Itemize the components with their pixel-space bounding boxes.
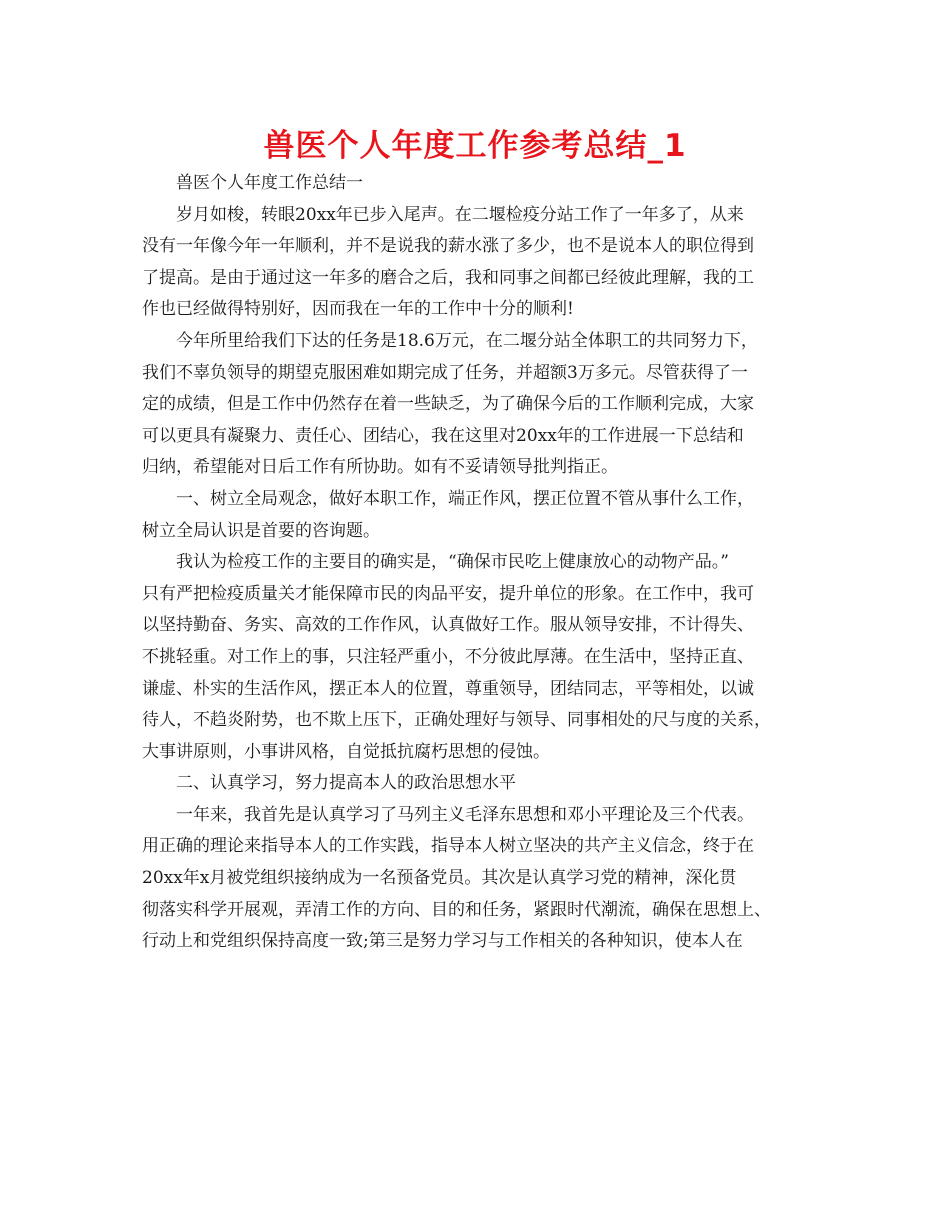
- text-line: 定的成绩，但是工作中仍然存在着一些缺乏，为了确保今后的工作顺利完成，大家: [142, 394, 754, 415]
- text-line: 行动上和党组织保持高度一致;第三是努力学习与工作相关的各种知识，使本人在: [142, 931, 743, 952]
- text-line: 兽医个人年度工作总结一: [176, 173, 363, 193]
- text-line: 作也已经做得特别好，因而我在一年的工作中十分的顺利!: [142, 299, 574, 320]
- text-line: 彻落实科学开展观，弄清工作的方向、目的和任务，紧跟时代潮流，确保在思想上、: [142, 899, 771, 920]
- document-body: [142, 168, 810, 958]
- text-line: 了提高。是由于通过这一年多的磨合之后，我和同事之间都已经彼此理解，我的工: [142, 267, 754, 288]
- text-line: 我认为检疫工作的主要目的确实是，“确保市民吃上健康放心的动物产品。”: [176, 552, 729, 573]
- text-line: 树立全局认识是首要的咨询题。: [142, 520, 380, 541]
- text-line: 待人，不趋炎附势，也不欺上压下，正确处理好与领导、同事相处的尺与度的关系，: [142, 710, 771, 731]
- text-line: 大事讲原则，小事讲风格，自觉抵抗腐朽思想的侵蚀。: [142, 741, 550, 762]
- text-line: 二、认真学习，努力提高本人的政治思想水平: [176, 773, 516, 794]
- text-line: 只有严把检疫质量关才能保障市民的肉品平安，提升单位的形象。在工作中，我可: [142, 583, 754, 604]
- text-line: 一年来，我首先是认真学习了马列主义毛泽东思想和邓小平理论及三个代表。: [176, 804, 754, 825]
- text-line: 我们不辜负领导的期望克服困难如期完成了任务，并超额3万多元。尽管获得了一: [142, 362, 748, 383]
- text-line: 谦虚、朴实的生活作风，摆正本人的位置，尊重领导，团结同志，平等相处，以诚: [142, 678, 754, 699]
- text-line: 以坚持勤奋、务实、高效的工作作风，认真做好工作。服从领导安排，不计得失、: [142, 615, 754, 636]
- text-line: 用正确的理论来指导本人的工作实践，指导本人树立坚决的共产主义信念，终于在: [142, 836, 754, 857]
- text-line: 归纳，希望能对日后工作有所协助。如有不妥请领导批判指正。: [142, 457, 618, 478]
- document-title: 兽医个人年度工作参考总结_1: [263, 128, 687, 164]
- text-line: 可以更具有凝聚力、责任心、团结心，我在这里对20xx年的工作进展一下总结和: [142, 425, 744, 446]
- text-line: 不挑轻重。对工作上的事，只注轻严重小，不分彼此厚薄。在生活中，坚持正直、: [142, 646, 754, 667]
- text-line: 20xx年x月被党组织接纳成为一名预备党员。其次是认真学习党的精神，深化贯: [142, 868, 737, 889]
- text-line: 今年所里给我们下达的任务是18.6万元，在二堰分站全体职工的共同努力下，: [176, 330, 758, 351]
- text-line: 一、树立全局观念，做好本职工作，端正作风，摆正位置不管从事什么工作，: [176, 488, 754, 509]
- text-line: 岁月如梭，转眼20xx年已步入尾声。在二堰检疫分站工作了一年多了，从来: [176, 204, 744, 225]
- text-line: 没有一年像今年一年顺利，并不是说我的薪水涨了多少，也不是说本人的职位得到: [142, 236, 754, 257]
